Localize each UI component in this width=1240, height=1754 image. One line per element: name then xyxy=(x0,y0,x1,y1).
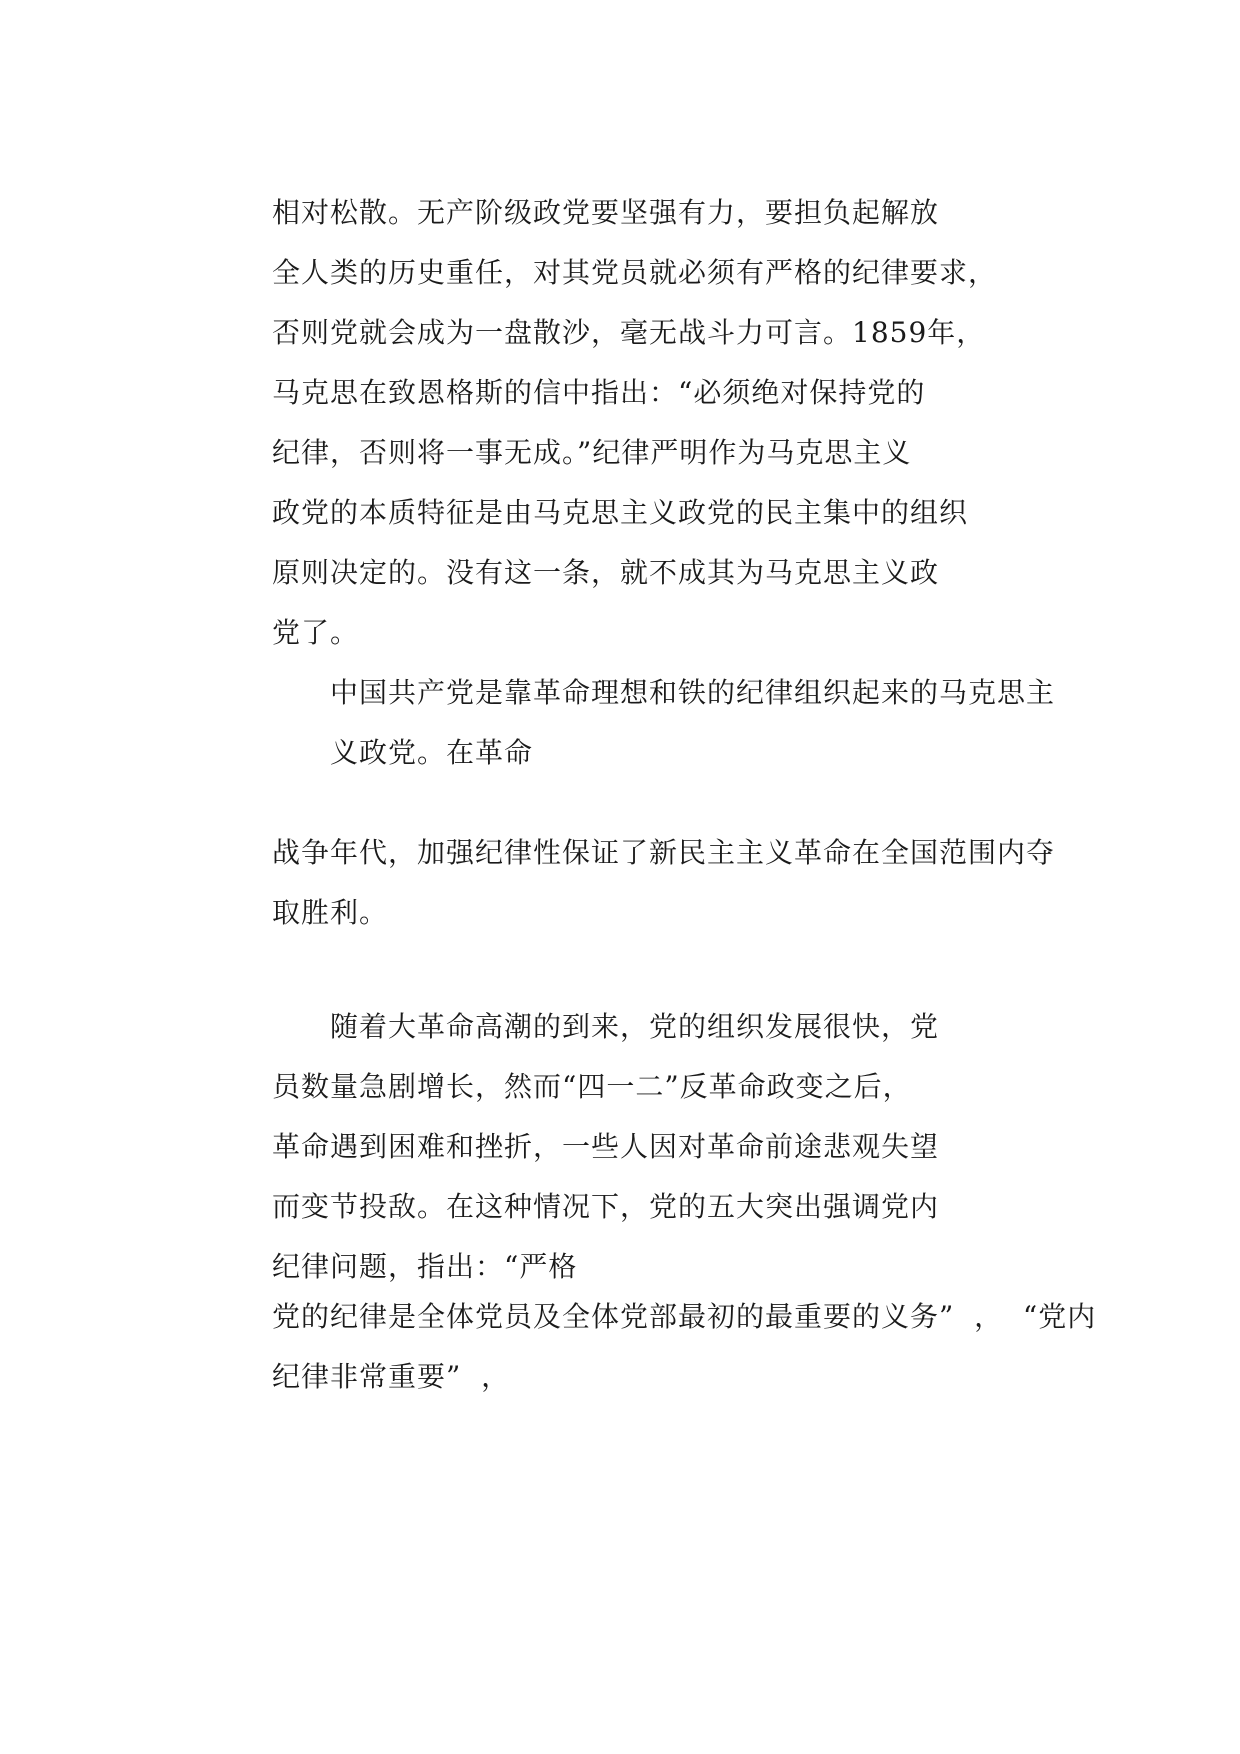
text-line: 纪律非常重要” ， xyxy=(272,1360,511,1393)
text-line: 党的纪律是全体党员及全体党部最初的最重要的义务” ， “党内 xyxy=(272,1300,1097,1333)
text-line: 纪律问题，指出：“严格 xyxy=(272,1250,578,1283)
text-line: 原则决定的。没有这一条，就不成其为马克思主义政 xyxy=(272,556,940,589)
text-line: 马克思在致恩格斯的信中指出：“必须绝对保持党的 xyxy=(272,376,926,409)
text-line: 中国共产党是靠革命理想和铁的纪律组织起来的马克思主 xyxy=(330,676,1056,709)
text-line: 义政党。在革命 xyxy=(330,736,534,769)
text-line: 党了。 xyxy=(272,616,360,649)
text-line: 相对松散。无产阶级政党要坚强有力，要担负起解放 xyxy=(272,196,940,229)
text-line: 政党的本质特征是由马克思主义政党的民主集中的组织 xyxy=(272,496,969,529)
text-line: 而变节投敌。在这种情况下，党的五大突出强调党内 xyxy=(272,1190,940,1223)
text-line: 否则党就会成为一盘散沙，毫无战斗力可言。1859年， xyxy=(272,316,986,349)
text-line: 纪律，否则将一事无成。”纪律严明作为马克思主义 xyxy=(272,436,912,469)
text-line: 革命遇到困难和挫折，一些人因对革命前途悲观失望 xyxy=(272,1130,940,1163)
text-line: 战争年代，加强纪律性保证了新民主主义革命在全国范围内夺 xyxy=(272,836,1056,869)
text-line: 员数量急剧增长，然而“四一二”反革命政变之后， xyxy=(272,1070,912,1103)
text-line: 取胜利。 xyxy=(272,896,389,929)
text-line: 全人类的历史重任，对其党员就必须有严格的纪律要求， xyxy=(272,256,998,289)
text-line: 随着大革命高潮的到来，党的组织发展很快，党 xyxy=(330,1010,940,1043)
